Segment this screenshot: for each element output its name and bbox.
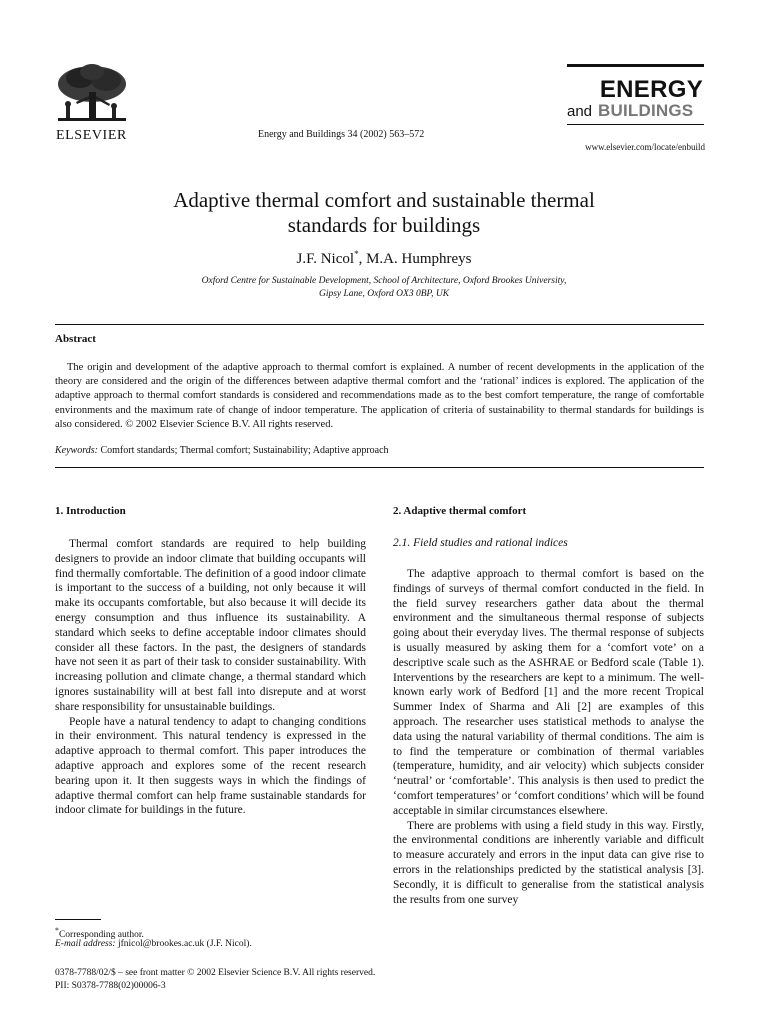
- author-affiliation: [100, 275, 668, 301]
- affiliation-line2: Gipsy Lane, Oxford OX3 0BP, UK: [318, 289, 450, 299]
- keywords-list: Comfort standards; Thermal comfort; Sustainability; Adaptive approach: [100, 445, 389, 456]
- publisher-name: ELSEVIER: [56, 128, 127, 143]
- footnote-email-line: [55, 938, 252, 950]
- journal-url-link[interactable]: www.elsevier.com/locate/enbuild: [585, 142, 705, 152]
- journal-logo-and: and: [567, 103, 593, 120]
- journal-logo-top-rule: [567, 64, 704, 67]
- section-2-paragraph-2: There are problems with using a field study in this way. Firstly, the environmental conditions are inherently variable and difficult to measure accurately and errors in the input data can give rise to errors in the relationships predicted by the statistical analysis [3]. Secondly, it is difficult to generalise from the statistical analysis the results from one survey: [393, 819, 704, 906]
- footnote-rule: [55, 919, 101, 920]
- journal-logo-buildings: BUILDINGS: [598, 101, 694, 120]
- intro-paragraph-1: Thermal comfort standards are required to help building designers to provide an indoor climate that building occupants will find thermally comfortable. The definition of a good indoor climate is important to the success of a building, not only because it will make its occupants comfortable, but also because it will decide its energy consumption and thus influence its sustainability. A standard which seeks to define acceptable indoor climates should consider all these factors. In the past, the designers of standards have not seen it as part of their task to consider sustainability. With increasing pollution and climate change, a thermal standard which ignores sustainability will at best fall into disrepute and at worst share responsibility for unsustainable buildings.: [55, 538, 366, 713]
- article-title: [100, 188, 668, 238]
- left-column-body: [55, 537, 366, 818]
- right-column-body: [393, 567, 704, 907]
- footnote-mark: *: [55, 926, 59, 935]
- intro-paragraph-2: People have a natural tendency to adapt to changing conditions in their environment. This natural tendency is expressed in the adaptive approach to thermal comfort. This paper introduces the adaptive approach and explores some of the recent research bearing upon it. It then suggests ways in which the findings of adaptive thermal comfort can help frame sustainable standards for indoor climate for buildings in the future.: [55, 715, 366, 817]
- corresponding-author-mark[interactable]: *: [354, 249, 359, 259]
- author-list: [100, 249, 668, 268]
- issn-line: 0378-7788/02/$ – see front matter © 2002 Elsevier Science B.V. All rights reserved.: [55, 968, 376, 978]
- journal-logo-energy: ENERGY: [599, 76, 703, 103]
- journal-logo-bottom-rule: [567, 124, 704, 125]
- affiliation-line1: Oxford Centre for Sustainable Development, School of Architecture, Oxford Brookes University,: [201, 276, 567, 286]
- section-2-heading: 2. Adaptive thermal comfort: [393, 505, 527, 517]
- pii-line: PII: S0378-7788(02)00006-3: [55, 981, 166, 991]
- keywords-line: [55, 445, 704, 456]
- subsection-2-1-heading: 2.1. Field studies and rational indices: [393, 537, 568, 549]
- section-2-paragraph-1: The adaptive approach to thermal comfort is based on the findings of surveys of thermal comfort conducted in the field. In the field survey researchers gather data about the thermal environment and the simultaneous thermal response of subjects going about their everyday lives. The thermal response of subjects is usually measured by asking them for a ‘comfort vote’ on a descriptive scale such as the ASHRAE or Bedford scale (Table 1). Interventions by the researchers are kept to a minimum. The well-known early work of Bedford [1] and the more recent Tropical Summer Index of Sharma and Ali [2] are examples of this approach. The researcher uses statistical methods to analyse the data using the natural variability of thermal conditions. The aim is to find the temperature or combination of thermal variables (temperature, humidity, and air velocity) which subjects consider ‘neutral’ or ‘comfortable’. This analysis is then used to predict the ‘comfort temperatures’ or ‘comfort conditions’ which will be found acceptable in similar circumstances elsewhere.: [393, 568, 704, 817]
- article-title-line1: Adaptive thermal comfort and sustainable thermal: [173, 188, 595, 212]
- footnote-corresponding-text: Corresponding author.: [58, 930, 144, 941]
- abstract-heading: Abstract: [55, 333, 96, 345]
- email-link[interactable]: jfnicol@brookes.ac.uk (J.F. Nicol).: [117, 939, 252, 949]
- journal-citation: Energy and Buildings 34 (2002) 563–572: [258, 129, 425, 140]
- email-label: E-mail address:: [55, 939, 116, 949]
- author-humphreys: M.A. Humphreys: [366, 251, 472, 267]
- article-title-line2: standards for buildings: [287, 213, 481, 237]
- abstract-bottom-rule: [55, 467, 704, 468]
- abstract-text: The origin and development of the adaptive approach to thermal comfort is explained. A number of recent developments in the application of the theory are considered and the origin of the differences between adaptive thermal comfort and the ‘rational’ indices is explored. The application of the adaptive approach to thermal comfort standards is considered and recommendations made as to the best comfort temperature, the range of comfortable environments and the maximum rate of change of indoor temperature. The application of criteria of sustainability to thermal standards for buildings is also considered. © 2002 Elsevier Science B.V. All rights reserved.: [55, 362, 704, 430]
- section-1-heading: 1. Introduction: [55, 505, 126, 517]
- keywords-label: Keywords:: [55, 445, 98, 456]
- author-separator: ,: [358, 251, 367, 267]
- abstract-top-rule: [55, 324, 704, 325]
- author-nicol: J.F. Nicol: [296, 251, 355, 267]
